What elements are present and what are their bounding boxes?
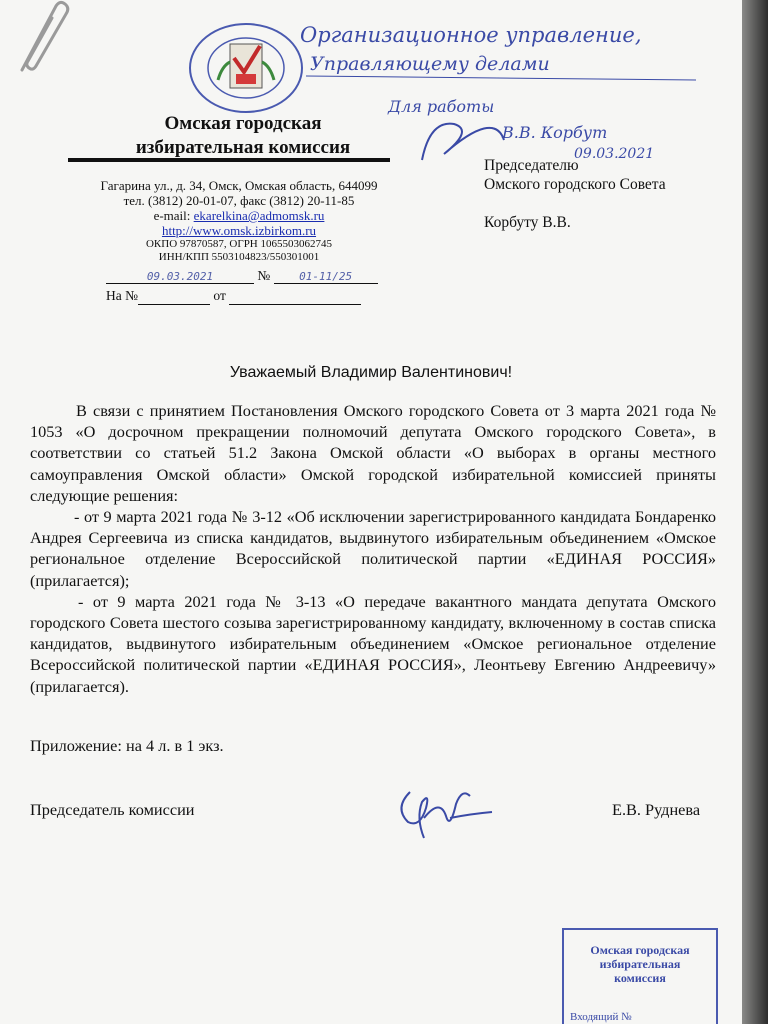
email-label: e-mail: [153, 208, 194, 223]
okpo-ogrn: ОКПО 97870587, ОГРН 1065503062745 [145, 238, 333, 250]
handwritten-signature-icon [380, 778, 500, 846]
handwritten-resolution [374, 90, 694, 170]
handwritten-line2: Управляющему делами [310, 53, 550, 75]
organization-name-line1: Омская городская [164, 113, 322, 134]
incoming-stamp [562, 928, 718, 1024]
addressee-line1: Председателю [484, 157, 579, 174]
body-paragraph-3: - от 9 марта 2021 года № 3-13 «О передаче вакантного мандата депутата Омского городского Совета шестого созыва зарегистрированному кандидату, включенному в состав списка кандидатов, выдвинутого избирательным объединением «Омское региональное отделение Всероссийской политической партии «ЕДИНАЯ РОССИЯ», Леонтьеву Евгению Андреевичу» (прилагается). [30, 591, 716, 696]
handwritten-routing-note [296, 14, 736, 84]
addressee-line2: Омского городского Совета [484, 176, 666, 193]
resolution-text: Для работы [388, 97, 495, 116]
registration-date-number [106, 268, 378, 284]
contact-block [74, 178, 404, 264]
organization-name-line2: избирательная комиссия [135, 137, 351, 158]
reference-from-label: от [213, 288, 226, 303]
background-edge [742, 0, 768, 1024]
commission-emblem-icon [188, 22, 304, 114]
email-line [74, 208, 404, 223]
registration-date: 09.03.2021 [106, 270, 254, 284]
paperclip-icon [4, 0, 74, 80]
body-paragraph-2: - от 9 марта 2021 года № 3-12 «Об исключении зарегистрированного кандидата Бондаренко Андрея Сергеевича из списка кандидатов, выдвинутого избирательным объединением «Омское региональное отделение Всероссийской политической партии «ЕДИНАЯ РОССИЯ» (прилагается); [30, 507, 716, 590]
stamp-line1: Омская городская [590, 943, 690, 957]
reference-line [106, 288, 378, 305]
organization-name [108, 112, 378, 160]
registration-number-label: № [257, 268, 271, 283]
registration-block [106, 268, 378, 305]
letter-body [30, 400, 716, 697]
phone-fax: тел. (3812) 20-01-07, факс (3812) 20-11-85 [123, 193, 355, 208]
resolution-signer: В.В. Корбут [502, 123, 608, 142]
reference-label: На № [106, 288, 138, 303]
address: Гагарина ул., д. 34, Омск, Омская область, 644099 [100, 178, 378, 193]
website-link[interactable]: http://www.omsk.izbirkom.ru [161, 223, 317, 238]
resolution-date: 09.03.2021 [574, 146, 655, 162]
stamp-line2: избирательная [599, 957, 681, 971]
email-link[interactable]: ekarelkina@admomsk.ru [193, 208, 325, 223]
signatory-title: Председатель комиссии [30, 800, 195, 819]
signatory-name: Е.В. Руднева [612, 800, 701, 819]
header-divider [68, 158, 390, 162]
appendix-note: Приложение: на 4 л. в 1 экз. [30, 736, 224, 755]
body-paragraph-1: В связи с принятием Постановления Омского городского Совета от 3 марта 2021 года № 1053 «О досрочном прекращении полномочий депутата Омского городского Совета», в соответствии со статьей 51.2 Закона Омской области «О выборах в органы местного самоуправления Омской области» Омской городской избирательной комиссией приняты следующие решения: [30, 401, 716, 505]
stamp-incoming-label: Входящий № [570, 1011, 632, 1023]
registration-number: 01-11/25 [274, 270, 378, 284]
salutation: Уважаемый Владимир Валентинович! [229, 364, 513, 381]
addressee-line3: Корбуту В.В. [484, 214, 571, 231]
handwritten-line1: Организационное управление, [300, 23, 642, 47]
inn-kpp: ИНН/КПП 5503104823/550301001 [158, 251, 320, 263]
stamp-line3: комиссия [614, 971, 666, 985]
